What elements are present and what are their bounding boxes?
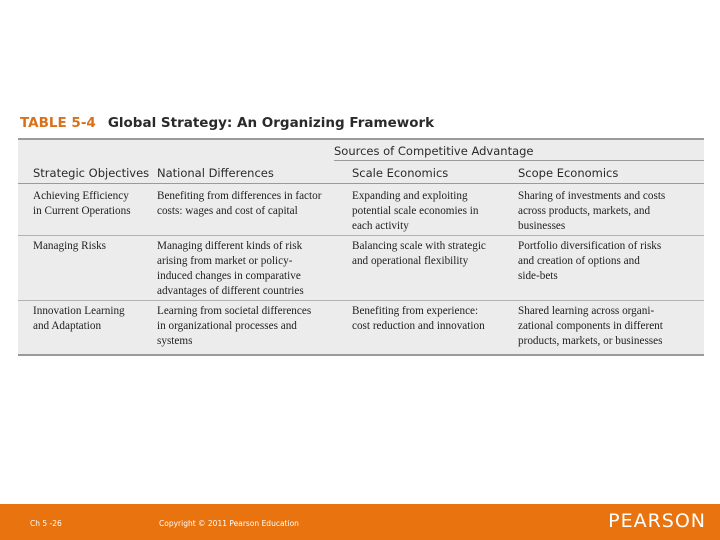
- row-1-scope: Sharing of investments and costs across products, markets, and businesses: [518, 190, 666, 232]
- row-2-objective: Managing Risks: [33, 240, 107, 252]
- table-number: TABLE 5-4: [20, 115, 96, 131]
- row-divider: [18, 235, 704, 236]
- row-2-scale: Balancing scale with strategic and operational flexibility: [352, 240, 486, 267]
- row-2-national: Managing different kinds of risk arising from market or policy- induced changes in comparative advantages of different countries: [157, 240, 304, 297]
- row-1-scale: Expanding and exploiting potential scale economies in each activity: [352, 190, 479, 232]
- column-header-national: National Differences: [157, 166, 274, 180]
- row-3-scope: Shared learning across organi- zational components in different products, markets, or businesses: [518, 305, 663, 347]
- header-rule: [18, 183, 704, 184]
- row-3-scale: Benefiting from experience: cost reduction and innovation: [352, 305, 485, 332]
- row-1-national: Benefiting from differences in factor costs: wages and cost of capital: [157, 190, 322, 217]
- column-header-scale: Scale Economics: [352, 166, 449, 180]
- row-1-objective: Achieving Efficiency in Current Operations: [33, 190, 131, 217]
- slide-number: Ch 5 -26: [30, 519, 62, 528]
- row-2-scope: Portfolio diversification of risks and creation of options and side-bets: [518, 240, 662, 282]
- copyright-text: Copyright © 2011 Pearson Education: [159, 519, 299, 528]
- framework-table: [18, 140, 704, 356]
- row-3-objective: Innovation Learning and Adaptation: [33, 305, 125, 332]
- column-header-scope: Scope Economics: [518, 166, 619, 180]
- group-header: Sources of Competitive Advantage: [334, 144, 704, 161]
- footer-bar: [0, 504, 720, 540]
- row-3-national: Learning from societal differences in organizational processes and systems: [157, 305, 312, 347]
- table-title-text: Global Strategy: An Organizing Framework: [107, 115, 435, 131]
- pearson-logo: PEARSON: [608, 510, 706, 532]
- table-title: [20, 115, 434, 131]
- row-divider: [18, 300, 704, 301]
- column-header-objectives: Strategic Objectives: [33, 166, 150, 180]
